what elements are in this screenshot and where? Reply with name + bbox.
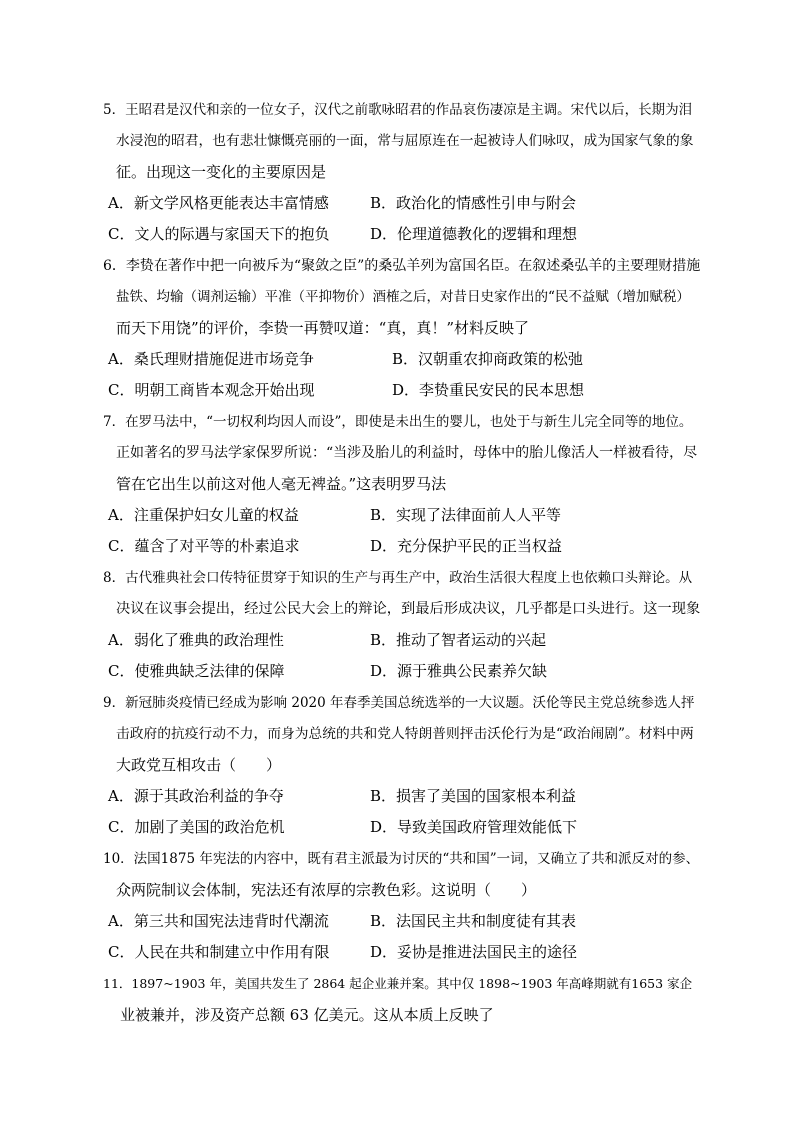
question-7-line-1: 7．在罗马法中，“一切权利均因人而设”，即使是未出生的婴儿，也处于与新生儿完全同等的地位。 xyxy=(103,414,693,430)
question-10-option-c: C．人民在共和制建立中作用有限 xyxy=(108,943,330,961)
question-6-line-3: 而天下用饶”的评价，李贽一再赞叹道：“真，真！”材料反映了 xyxy=(116,319,530,337)
question-6-option-d: D．李贽重民安民的民本思想 xyxy=(392,381,585,399)
question-7-option-a: A．注重保护妇女儿童的权益 xyxy=(108,506,299,524)
question-7-option-c: C．蕴含了对平等的朴素追求 xyxy=(108,537,300,555)
question-6-option-b: B．汉朝重农抑商政策的松弛 xyxy=(392,350,584,368)
question-6-option-a: A．桑氏理财措施促进市场竞争 xyxy=(108,350,314,368)
question-9-line-1: 9．新冠肺炎疫情已经成为影响 2020 年春季美国总统选举的一大议题。沃伦等民主党总统参选人抨 xyxy=(103,695,695,711)
question-10-option-a: A．第三共和国宪法违背时代潮流 xyxy=(108,912,329,930)
question-10-option-b: B．法国民主共和制度徒有其表 xyxy=(370,912,577,930)
question-5-option-a: A．新文学风格更能表达丰富情感 xyxy=(108,194,329,212)
question-10-option-d: D．妥协是推进法国民主的途径 xyxy=(370,943,578,961)
question-5-option-c: C．文人的际遇与家国天下的抱负 xyxy=(108,225,330,243)
question-5-option-d: D．伦理道德教化的逻辑和理想 xyxy=(370,225,578,243)
question-9-option-b: B．损害了美国的国家根本利益 xyxy=(370,787,577,805)
question-5-line-2: 水浸泡的昭君，也有悲壮慷慨亮丽的一面，常与屈原连在一起被诗人们咏叹，成为国家气象的象 xyxy=(116,133,694,149)
question-9-option-d: D．导致美国政府管理效能低下 xyxy=(370,818,578,836)
question-6-option-c: C．明朝工商皆本观念开始出现 xyxy=(108,381,315,399)
question-6-line-1: 6．李贽在著作中把一向被斥为“聚敛之臣”的桑弘羊列为富国名臣。在叙述桑弘羊的主要理财措施 xyxy=(103,258,701,274)
question-7-line-2: 正如著名的罗马法学家保罗所说：“当涉及胎儿的利益时，母体中的胎儿像活人一样被看待，尽 xyxy=(116,445,698,461)
question-10-line-1: 10．法国1875 年宪法的内容中，既有君主派最为讨厌的“共和国”一词，又确立了共和派反对的参、 xyxy=(103,851,700,867)
question-8-line-1: 8．古代雅典社会口传特征贯穿于知识的生产与再生产中，政治生活很大程度上也依赖口头辩论。从 xyxy=(103,570,693,586)
question-8-option-d: D．源于雅典公民素养欠缺 xyxy=(370,662,548,680)
question-11-line-2: 业被兼并，涉及资产总额 63 亿美元。这从本质上反映了 xyxy=(120,1006,494,1024)
question-8-option-c: C．使雅典缺乏法律的保障 xyxy=(108,662,285,680)
question-8-option-b: B．推动了智者运动的兴起 xyxy=(370,631,547,649)
question-10-line-2: 众两院制议会体制，宪法还有浓厚的宗教色彩。这说明（ ） xyxy=(116,881,537,899)
question-9-line-2: 击政府的抗疫行动不力，而身为总统的共和党人特朗普则抨击沃伦行为是“政治闹剧”。材料中两 xyxy=(116,726,694,742)
question-6-line-2: 盐铁、均输（调剂运输）平准（平抑物价）酒榷之后，对昔日史家作出的“民不益赋（增加赋税） xyxy=(116,289,690,305)
question-5-line-3: 征。出现这一变化的主要原因是 xyxy=(116,163,327,181)
question-9-option-c: C．加剧了美国的政治危机 xyxy=(108,818,285,836)
question-5-option-b: B．政治化的情感性引申与附会 xyxy=(370,194,577,212)
question-7-line-3: 管在它出生以前这对他人毫无裨益。”这表明罗马法 xyxy=(116,475,447,493)
question-11-line-1: 11．1897~1903 年，美国共发生了 2864 起企业兼并案。其中仅 1898~1903 年高峰期就有1653 家企 xyxy=(103,976,693,991)
question-7-option-d: D．充分保护平民的正当权益 xyxy=(370,537,563,555)
question-8-line-2: 决议在议事会提出，经过公民大会上的辩论，到最后形成决议，几乎都是口头进行。这一现象 xyxy=(116,601,701,617)
question-9-line-3: 大政党互相攻击（ ） xyxy=(116,756,282,774)
question-7-option-b: B．实现了法律面前人人平等 xyxy=(370,506,562,524)
question-8-option-a: A．弱化了雅典的政治理性 xyxy=(108,631,284,649)
question-5-line-1: 5．王昭君是汉代和亲的一位女子，汉代之前歌咏昭君的作品哀伤凄凉是主调。宋代以后，长期为泪 xyxy=(103,102,693,118)
question-9-option-a: A．源于其政治利益的争夺 xyxy=(108,787,284,805)
